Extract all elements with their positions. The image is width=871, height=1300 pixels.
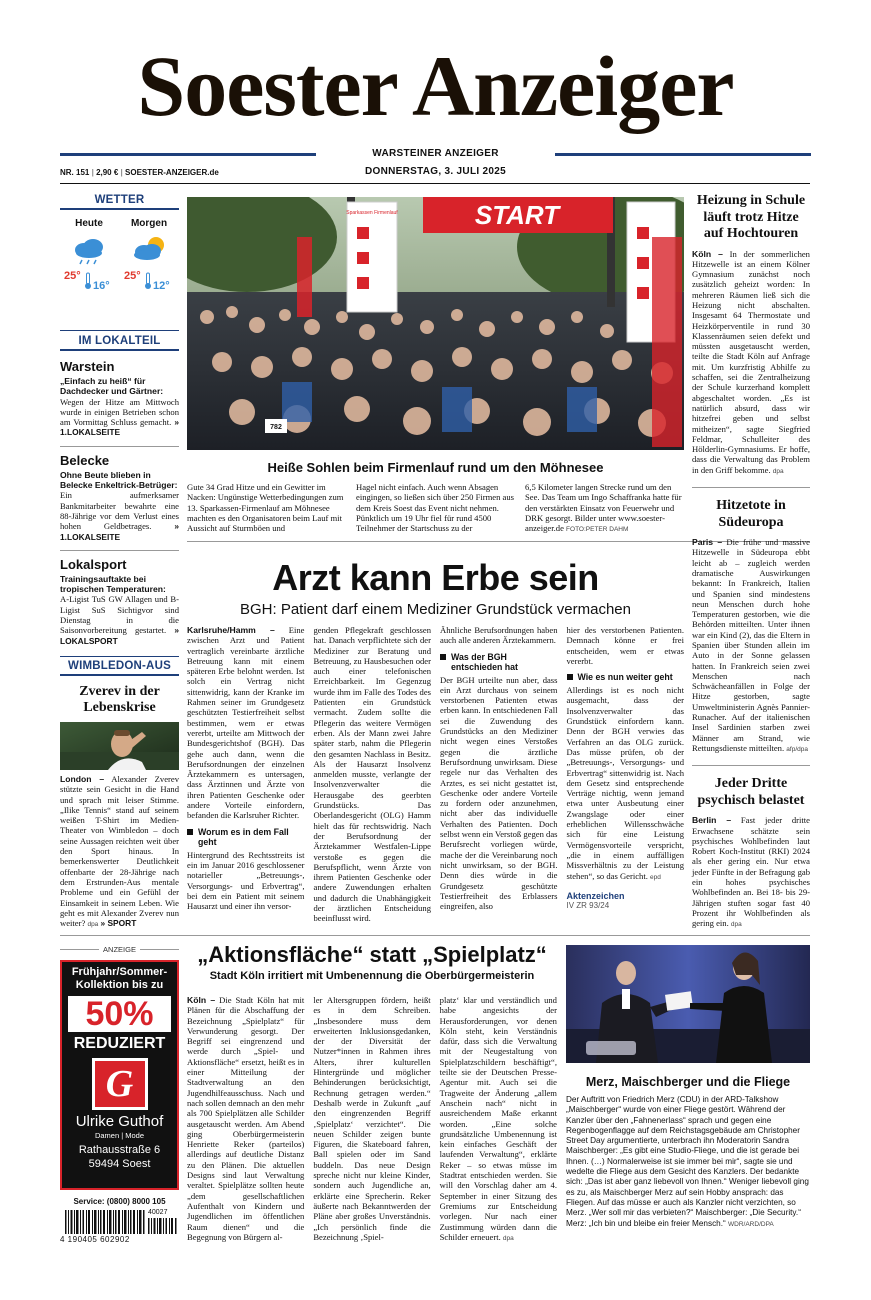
lead-col: Karlsruhe/Hamm – Eine zwischen Arzt und Patient vertraglich vereinbarte ärztliche Betreuung kann mit einem späteren Erbe belohnt werden. Ist solch ein Vertrag nicht sittenwidrig, kann der Kranke im Rahmen seiner im Grundgesetz geschützten Testierfreiheit selbst bestimmen, wem er etwas vererbt, urteilte am Mittwoch der Bundesgerichtshof (BGH). Das gehe auch dann, wenn die Berufsordnungen der einzelnen Ärztekammern es untersagen, dass Ärztinnen und Ärzte von ihren Patienten Geschenke oder andere Vorteile einfordern, befanden die Karlsruher Richter. Worum es in dem Fall geht Hintergrund des Rechtsstreits ist ein im Januar 2016 geschlossener notarieller „Betreuungs-, Versorgungs- und Erbvertrag“, bei dem ein Patient mit seinem Hausarzt und einer ihn versor- [187, 625, 305, 912]
masthead [0, 0, 871, 190]
ad-sub: Damen | Mode [94, 1131, 145, 1140]
heat-school-credit: dpa [772, 467, 784, 475]
service-hotline[interactable]: Service: (0800) 8000 105 [73, 1197, 166, 1206]
weather-heading: WETTER [94, 194, 145, 206]
local-place: Warstein [60, 359, 115, 374]
talkshow-body [566, 1095, 810, 1230]
second-credit: dpa [502, 1234, 514, 1242]
heat-school-text: In der sommerlichen Hitzewelle ist an einem Kölner Gymnasium zunächst noch zusätzlich geheizt worden: In mehreren Räumen ließ sich die Heizung nicht abschalten. Insgesamt 64 Thermostate und Heizkörperventile in rund 30 Klassenräumen seien defekt und müssten ausgetauscht werden, teilte die Stadt Köln auf Anfrage mit. Um kurzfristig Abhilfe zu schaffen, sei die Zentralheizung der Schule kurzerhand komplett abgeschaltet worden. „Es ist natürlich absurd, dass wir hitzefrei geben und selbst mitheizen“, sagte Siegfried Feldmar, Schulleiter des Hölderlin-Gymnasiums. Er hoffe, dass die Verwaltung das Problem in den Griff bekomme. [692, 248, 810, 475]
start-banner: START [474, 200, 560, 230]
wimbledon-heading: WIMBLEDON-AUS [68, 659, 171, 672]
ad-box[interactable] [60, 960, 179, 1190]
thermometer-icon [144, 272, 152, 290]
lead-credit: epd [650, 873, 661, 881]
ad-city: 59494 Soest [88, 1158, 151, 1170]
ad-reduced: REDUZIERT [73, 1035, 166, 1052]
ad-label: ANZEIGE [60, 945, 179, 954]
ad-brand: Ulrike Guthof [75, 1113, 164, 1130]
wimbledon-text: Alexander Zverev stützte sein Gesicht in die Hand und sprach mit leiser Stimme. „Ilike Tennis“ stand auf seinem weißen T-Shirt im Medien-Theater von Wimbledon – doch seine Aussagen reichten weit über den Sport hinaus. In bemerkenswerter Deutlichkeit offenbarte der 28-Jährige nach dem Erstrunden-Aus mentale Probleme und ein Gefühl der Einsamkeit in seinem Leben. Wie geht es mit Alexander Zverev nun weiter? [60, 773, 179, 929]
local-kicker: Trainingsauftakte bei tropischen Temperaturen: [60, 573, 166, 595]
website[interactable]: SOESTER-ANZEIGER.de [125, 168, 219, 177]
edition-name: WARSTEINER ANZEIGER [372, 148, 499, 159]
barcode-addon-icon [148, 1218, 178, 1234]
talkshow-title: Merz, Maischberger und die Fliege [585, 1075, 791, 1089]
second-headline: „Aktionsfläche“ statt „Spielplatz“ [197, 942, 547, 967]
weather-tomorrow-high: 25° [124, 270, 141, 282]
local-kicker: „Einfach zu heiß“ für Dachdecker und Gärtner: [60, 376, 164, 397]
local-item [60, 453, 179, 542]
cloud-rain-icon [72, 236, 106, 266]
photo-caption [187, 482, 684, 535]
local-ref-link[interactable]: » 1.LOKALSEITE [60, 417, 179, 438]
local-text: A-Ligist TuS GW Allagen und B-Ligist SuS Sichtigvor sind Dienstag in die Saisonvorbereitung gestartet. [60, 594, 179, 636]
local-ref-link[interactable]: » 1.LOKALSEITE [60, 521, 179, 542]
local-item [60, 557, 179, 646]
barcode-number: 4 190405 602902 [60, 1235, 130, 1244]
sponsor-flag: Sparkassen Firmenlauf [346, 210, 398, 216]
second-subheadline: Stadt Köln irritiert mit Umbenennung die Oberbürgermeisterin [209, 970, 535, 982]
caption-col: Gute 34 Grad Hitze und ein Gewitter im Nacken: Ungünstige Wetterbedingungen zum 13. Sparkassen-Firmenlauf am Möhnesee machten es den Organisatoren beim Lauf mit Aussicht auf Sturmböen und [187, 482, 344, 534]
file-number: IV ZR 93/24 [566, 900, 610, 910]
lead-col: genden Pflegekraft geschlossen hat. Danach verpflichtete sich der Mediziner zur Beratung und Betreuung, zu Hausbesuchen oder auch einer telefonischen Erreichbarkeit. Im Gegenzug wurde ihm im Falle des Todes des Patienten ein Grundstück vermacht. Zudem sollte die Pflegerin das weitere Vermögen erben. Als der Mann zwei Jahre später starb, nahm die Pflegerin den gesamten Nachlass in Besitz. Als der Hausarzt Insolvenz anmelden musste, verlangte der Insolvenzverwalter die Herausgabe des geerbten Grundstücks. Das Oberlandesgericht (OLG) Hamm hielt das für rechtswidrig. Nach der Berufsordnung der Ärztekammer Westfalen-Lippe verstoße es gegen die Berufspflicht, wenn Ärzte von ihrem Patienten Geschenke oder andere Zuwendungen erhalten und dadurch die Unabhängigkeit der ärztlichen Entscheidung beeinflusst wird. [313, 625, 431, 924]
lead-photo [187, 197, 684, 450]
local-place: Lokalsport [60, 556, 127, 572]
lead-dateline: Karlsruhe/Hamm – [187, 625, 275, 635]
barcode-suffix: 40027 [148, 1209, 168, 1216]
weather-tomorrow-low: 12° [153, 280, 170, 292]
lead-subhead: Was der BGH entschieden hat [440, 652, 558, 672]
ad-street: Rathausstraße 6 [78, 1144, 161, 1156]
local-item [60, 359, 179, 438]
local-ref-link[interactable]: » LOKALSPORT [60, 625, 179, 646]
mental-title: Jeder Dritte psychisch belastet [697, 776, 805, 808]
local-kicker: Ohne Beute blieben in Belecke Enkeltrick-Betrüger: [60, 469, 178, 491]
heat-europe-title: Hitzetote in Südeuropa [716, 498, 786, 530]
talkshow-text: Der Auftritt von Friedrich Merz (CDU) in der ARD-Talkshow „Maischberger“ wurde von einer Fliege gestört. Während der Kanzler über den „Fahnenerlass“ sprach und gegen eine Regenbogenflagge auf dem Reichstagsgebäude am Christopher Street Day argumentierte, unterbrach ihn Moderatorin Sandra Maischberger: „Es gibt eine Studio-Fliege, und die ist gerade bei Ihnen. (…) Normalerweise ist sie immer bei mir“, sagte sie und wedelte die Fliege aus dem Gesicht des Kanzlers. Der bedankte sich: „Das ist aber ganz liebevoll von Ihnen.“ Weniger liebevoll ging es zu, als Maischberger Merz auf sein Hobby ansprach: das Fliegen. Auf das müsse er auch als Kanzler nicht verzichten, so Merz. „Wer soll mir das verbieten?“ Maischberger: „Die Security.“ Merz: „Ich bin und bleibe ein freier Mensch.“ [566, 1095, 809, 1228]
heat-school-title: Heizung in Schule läuft trotz Hitze auf Hochtouren [696, 193, 806, 241]
barcode-icon [65, 1210, 145, 1234]
wimbledon-credit: dpa [87, 921, 99, 929]
talkshow-photo [566, 945, 810, 1063]
weather-today-low: 16° [93, 280, 110, 292]
photo-credit: FOTO:PETER DAHM [566, 526, 629, 534]
runner-bib: 782 [270, 424, 282, 431]
second-body [187, 995, 557, 1244]
local-text: Ein aufmerksamer Bankmitarbeiter bewahrte eine 88-Jährige vor dem Verlust eines hohen Geldbetrages. [60, 490, 179, 532]
lead-subhead: Worum es in dem Fall geht [187, 827, 305, 847]
caption-col: 6,5 Kilometer langen Strecke rund um den See. Das Team um Ingo Schaffranka hatte für den verstärkten Einsatz von Feuerwehr und DRK gesorgt. Bilder unter www.soester-anzeiger.de FOTO:PETER DAHM [525, 482, 682, 534]
local-text: Wegen der Hitze am Mittwoch wurde in einigen Betrieben schon am Vormittag Schluss gemacht. [60, 396, 179, 428]
thermometer-icon [84, 272, 92, 290]
second-col: Köln – Die Stadt Köln hat mit Plänen für die Abschaffung der Bezeichnung „Spielplatz“ für Verwunderung gesorgt. Der Begriff sei eingrenzend und werde durch „Spiel- und Aktionsfläche“ ersetzt, heißt es in einer Mitteilung der Stadtverwaltung an den Jugendhilfeausschuss. Nach und nach sollen demnach an den mehr als 700 Spielplätzen alle Schilder ausgetauscht werden. Am Abend ging Oberbürgermeisterin Henriette Reker (parteilos) allerdings auf deutliche Distanz zu den Plänen. Die aktuellen Designs sind laut Verwaltung veraltet. Spielplätze sollten heute „dem gesellschaftlichen Aufenthalt von Kindern und Jugendlichen im öffentlichen Raum dienen“ und die Begegnung von Bürgern al- [187, 995, 305, 1242]
lead-col: Ähnliche Berufsordnungen haben auch alle anderen Ärztekammern. Was der BGH entschieden hat Der BGH urteilte nun aber, dass ein Arzt durchaus von seinem verstorbenen Patienten etwas erben kann. In entschiedenen Fall sei die Zuwendung des Grundstücks an den Mediziner nicht wegen eines Verstoßes gegen die ärztliche Berufsordnung unwirksam. Diese regele nur das Verhalten des Arztes, es sei nicht gestattet ist, Geschenke oder andere Vorteile zu fordern oder anzunehmen, nicht aber das individuelle Verhalten des Patienten. Doch selbst wenn ein Verstoß gegen das Berufsrecht vorliegen würde, mache der die Vereinbarung noch nicht unwirksam, so der BGH. Denn dies würde in die Grundgesetz geschützte Testierfreiheit des Erblassers eingreifen, also [440, 625, 558, 912]
mental-dateline: Berlin – [692, 815, 732, 826]
file-label: Aktenzeichen [566, 890, 625, 901]
lead-subheadline: BGH: Patient darf einem Mediziner Grundstück vermachen [239, 601, 631, 618]
caption-col: Hagel nicht einfach. Auch wenn Absagen eingingen, so ließen sich über 250 Firmen aus dem Kreis Soest das Event nicht nehmen. Pünktlich um 19 Uhr fiel für rund 4500 Teilnehmer der Startschuss zu der [356, 482, 514, 534]
ad-logo: G [92, 1058, 148, 1110]
weather-today-high: 25° [64, 270, 81, 282]
local-heading: IM LOKALTEIL [78, 335, 161, 347]
second-dateline: Köln – [187, 995, 216, 1005]
heat-school-dateline: Köln – [692, 248, 723, 259]
second-col: ler Altersgruppen fördern, heißt es in dem Schreiben. „Insbesondere muss dem erweiterten Inklusionsgedanken, der der Diversität der Nutzer*innen in Rahmen ihres Alters, ihrer kulturellen Hintergründe und möglicher Behinderungen berücksichtigt, Rechnung getragen werden.“ Deshalb werde in Zukunft „auf den eingrenzenden Begriff ‚Spielplatz‘ verzichtet“. Die neuen Schilder zeigen bunte Figuren, die Skateboard fahren, Ball spielen oder im Sand buddeln. Das neue Design spreche nicht nur kleine Kinder, sondern auch Jugendliche an, erklärte eine Sprecherin. Reker äußerte nach Bekanntwerden der Pläne aber großes Unverständnis. „Ich persönlich finde die Bezeichnung ‚Spiel- [313, 995, 431, 1242]
sun-cloud-icon [132, 234, 168, 266]
photo-headline: Heiße Sohlen beim Firmenlauf rund um den Möhnesee [267, 460, 604, 475]
lead-subhead: Wie es nun weiter geht [567, 672, 685, 682]
wimbledon-ref-link[interactable]: » SPORT [100, 918, 137, 929]
heat-europe-credit: afp/dpa [786, 745, 808, 753]
zverev-photo [60, 722, 179, 770]
weather-today-label: Heute [75, 218, 103, 229]
heat-europe-dateline: Paris – [692, 537, 723, 548]
weather-tomorrow-label: Morgen [130, 218, 168, 229]
ad-percent: 50% [68, 996, 171, 1032]
issue-price: 2,90 € [96, 168, 119, 177]
wimbledon-title: Zverev in der Lebenskrise [79, 683, 160, 715]
wimbledon-dateline: London – [60, 773, 105, 784]
issue-info: NR. 151 | 2,90 € | SOESTER-ANZEIGER.de [60, 168, 219, 177]
lead-headline: Arzt kann Erbe sein [272, 557, 599, 598]
lead-col: hier des verstorbenen Patienten. Demnach könne er frei entscheiden, wem er etwas vererbt. Wie es nun weiter geht Allerdings ist es noch nicht ausgemacht, dass der Insolvenzverwalter das Grundstück einfordern kann. Denn der BGH verwies das Verfahren an das OLG zurück. Das müsse prüfen, ob der „Betreuungs-, Versorgungs- und Erbvertrag“ sittenwidrig ist. Nach dem Gesetz sind entsprechende Verträge nichtig, wenn jemand etwa unter Ausbeutung einer Zwangslage oder einer erheblichen Willensschwäche sich für eine Leistung Vermögensvorteile verspricht, „die in einem auffälligen Missverhältnis zu der Leistung stehen“, so das Gericht. epd Aktenzeichen IV ZR 93/24 [566, 625, 684, 910]
newspaper-title: Soester Anzeiger [137, 38, 734, 134]
mental-text: Fast jeder dritte Erwachsene schätzte sein psychisches Wohlbefinden laut Robert Koch-Institut (RKI) 2024 als eher gering ein. Nur etwa jeder Fünfte in der Befragung gab ein hohes psychisches Wohlbefinden an. Bei 18- bis 29-Jährigen stuften sogar fast 40 Prozent ihr Wohlbefinden als gering ein. [692, 815, 810, 929]
mental-credit: dpa [730, 921, 742, 929]
issue-number: NR. 151 [60, 168, 90, 177]
second-col: platz‘ klar und verständlich und habe angesichts der Herausforderungen, vor denen Köln steht, kein Verständnis dafür, dass sich die Verwaltung mit der Neugestaltung von Spielplatzschildern beschäftigt“, teilte sie der Deutschen Presse-Agentur mit. Auch sei die Tragweite der Änderung „allem Anschein nach“ nicht in ausreichendem Maße erkannt worden. „Eine solche grundsätzliche Umbenennung ist kein einfaches Geschäft der laufenden Verwaltung“, erklärte Reker – so etwas müsse im Stadtrat entschieden werden. Sie will den Vorschlag daher am 4. September in einer Sitzung des Gremiums zur Entscheidung vorlegen. Nur nach einer Zustimmung würden dann die Schilder erneuert. dpa [439, 995, 557, 1242]
heat-europe-text: Die frühe und massive Hitzewelle in Südeuropa ebbt leicht ab – zugleich werden dramatische Auswirkungen bekannt: In Frankreich, Italien und Spanien sind mindestens neun Menschen durch hohe Temperaturen gestorben, wie die Behörden mitteilten. Unter ihnen war ein Kind (2), das die Eltern in Spanien über Stunden allein im Auto in der Sonne gelassen hatten. In Frankreich seien zwei Menschen nach Schwächeanfällen in Folge der Hitze gestorben, sagte Umweltministerin Agnès Pannier-Runacher. Auf der italienischen Insel Sardinien starben zwei Männer am Strand, wie Rettungsdienste mitteilten. [692, 537, 810, 753]
ad-headline: Frühjahr/Sommer- Kollektion bis zu [71, 966, 168, 991]
talkshow-credit: WDR/ARD/DPA [728, 1220, 774, 1228]
local-place: Belecke [60, 452, 110, 468]
left-column [60, 190, 179, 930]
firmenlauf-photo [187, 197, 684, 450]
lead-body [187, 625, 684, 924]
weather-box [60, 210, 179, 310]
right-column [692, 193, 810, 931]
issue-date: DONNERSTAG, 3. JULI 2025 [365, 166, 506, 177]
